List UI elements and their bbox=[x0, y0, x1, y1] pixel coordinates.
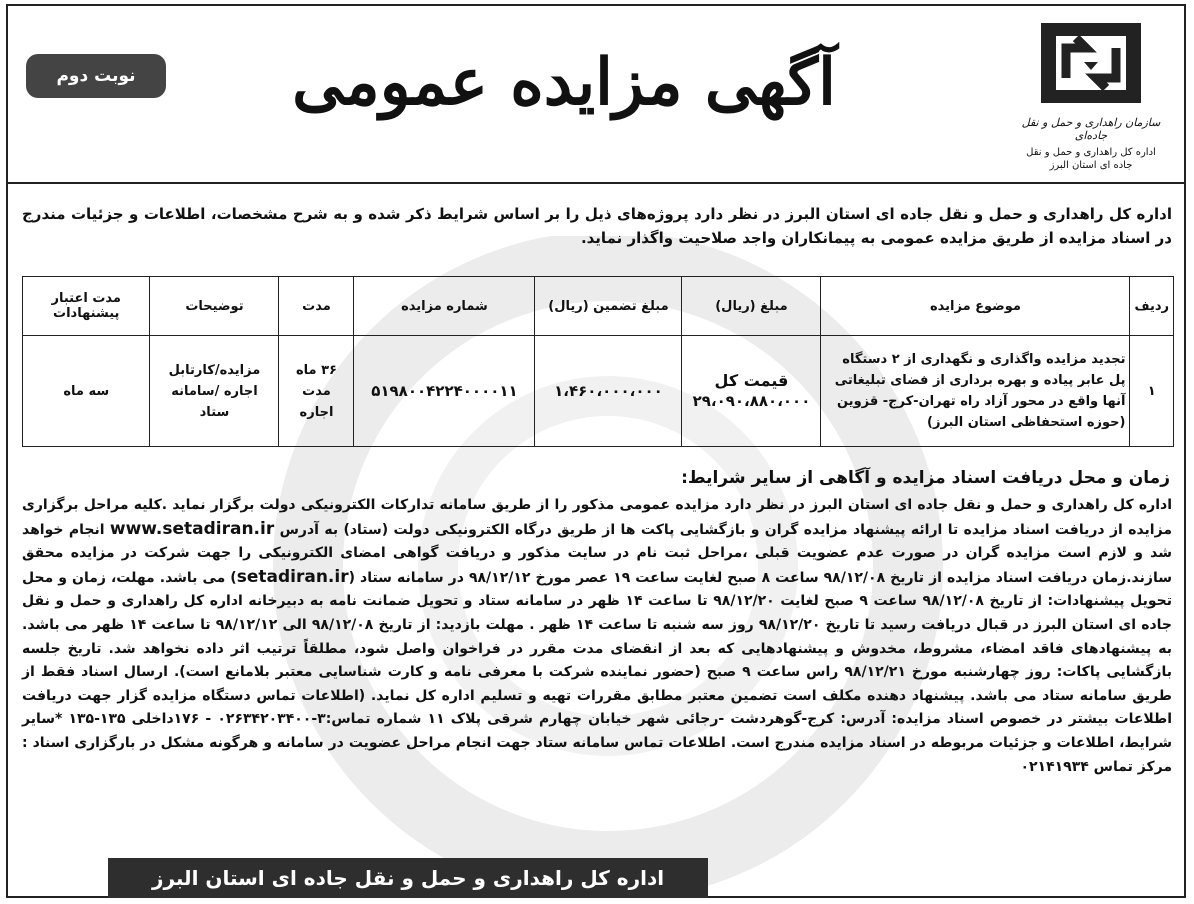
header-duration: مدت bbox=[279, 277, 354, 336]
cell-notes: مزایده/کارتابل اجاره /سامانه ستاد bbox=[150, 336, 279, 447]
header-amount: مبلغ (ریال) bbox=[682, 277, 821, 336]
amount-value: ۲۹،۰۹۰،۸۸۰،۰۰۰ bbox=[692, 392, 811, 410]
notice-frame bbox=[6, 4, 1186, 898]
organization-logo bbox=[1006, 18, 1176, 176]
auction-table bbox=[22, 276, 1174, 447]
amount-label: قیمت کل bbox=[714, 371, 789, 390]
cell-subject: تجدید مزایده واگذاری و نگهداری از ۲ دستگاه پل عابر پیاده و بهره برداری از فضای تبلیغاتی آنها واقع در محور آزاد راه تهران-کرج- قزوین (حوزه استحفاظی استان البرز) bbox=[821, 336, 1130, 447]
cell-validity: سه ماه bbox=[23, 336, 150, 447]
setad-domain-link[interactable]: setadiran.ir bbox=[236, 566, 349, 587]
details-paragraph bbox=[22, 494, 1172, 779]
header bbox=[8, 6, 1184, 184]
header-notes: توضیحات bbox=[150, 277, 279, 336]
cell-row-number: ۱ bbox=[1130, 336, 1174, 447]
header-guarantee: مبلغ تضمین (ریال) bbox=[535, 277, 682, 336]
header-subject: موضوع مزایده bbox=[821, 277, 1130, 336]
header-validity: مدت اعتبار پیشنهادات bbox=[23, 277, 150, 336]
header-row-number: ردیف bbox=[1130, 277, 1174, 336]
details-part2: انجام خواهد شد و لازم است مزایده گران در صورت عدم عضویت قبلی ،مراحل ثبت نام در سایت مذکور و دریافت گواهی امضای الکترونیکی را جهت شرکت در مزایده محقق سازند.زمان دریافت اسناد مزایده از تاریخ ۹۸/۱۲/۰۸ ساعت ۸ صبح لغایت ساعت ۱۹ عصر مورخ ۹۸/۱۲/۱۲ در سامانه ستاد ( bbox=[22, 521, 1172, 586]
logo-office-line1: اداره کل راهداری و حمل و نقل bbox=[1026, 147, 1156, 158]
details-part3: ) می باشد. مهلت، زمان و محل تحویل پیشنهادات: از تاریخ ۹۸/۱۲/۰۸ ساعت ۹ صبح لغایت ۹۸/۱۲/۲۰ تا ساعت ۱۴ ظهر در سامانه ستاد و تحویل ضمانت نامه به دبیرخانه اداره کل راهداری و حمل و نقل جاده ای استان البرز در قبال دریافت رسید تا تاریخ ۹۸/۱۲/۲۰ روز سه شنبه تا ساعت ۱۴ ظهر . مهلت بازدید: از تاریخ ۹۸/۱۲/۰۸ الی ۹۸/۱۲/۱۲ تا ساعت ۱۴ ظهر می باشد. به پیشنهادهای فاقد امضاء، مشروط، مخدوش و پیشنهادهایی که بعد از انقضای مدت مقرر در فراخوان واصل شود، مطلقاً ترتیب اثر داده نخواهد شد. تاریخ جلسه بازگشایی پاکات: روز چهارشنبه مورخ ۹۸/۱۲/۲۱ راس ساعت ۹ صبح (حضور نماینده شرکت با معرفی نامه و کارت شناسایی معتبر بلامانع است). ارسال اسناد فقط از طریق سامانه ستاد می باشد. پیشنهاد دهنده مکلف است تضمین معتبر مطابق مقررات تهیه و تسلیم اداره کل نماید. (اطلاعات تماس دستگاه مزایده گزار جهت دریافت اطلاعات بیشتر در خصوص اسناد مزایده: آدرس: کرج-گوهردشت -رجائی شهر خیابان چهارم شرقی پلاک ۱۱ شماره تماس:۳-۰۲۶۳۴۲۰۳۴۰۰ - ۱۷۶داخلی ۱۳۵-۱۳۵ *سایر شرایط، اطلاعات و جزئیات مربوطه در اسناد مزایده مندرج است. اطلاعات تماس سامانه ستاد جهت انجام مراحل عضویت در سامانه و هرگونه مشکل در بارگزاری اسناد : مرکز تماس ۰۲۱۴۱۹۳۴ bbox=[22, 569, 1173, 775]
table-header-row bbox=[23, 277, 1174, 336]
details-part1: اداره کل راهداری و حمل و نقل جاده ای استان البرز در نظر دارد مزایده عمومی مذکور را از طریق سامانه تدارکات الکترونیکی دولت برگزار نماید .کلیه مراحل برگزاری مزایده از دریافت اسناد مزایده تا ارائه پیشنهاد مزایده گران و بازگشایی پاکت ها از طریق درگاه الکترونیکی دولت (ستاد) به آدرس bbox=[22, 497, 1172, 538]
logo-org-name: سازمان راهداری و حمل و نقل جاده‌ای bbox=[1021, 116, 1161, 142]
page-title: آگهی مزایده عمومی bbox=[292, 45, 836, 120]
cell-duration: ۳۶ ماه مدت اجاره bbox=[279, 336, 354, 447]
intro-paragraph: اداره کل راهداری و حمل و نقل جاده ای استان البرز در نظر دارد پروژه‌های ذیل را بر اساس شرایط ذکر شده و به شرح مشخصات، اطلاعات و جزئیات مندرج در اسناد مزایده از طریق مزایده عمومی به پیمانکاران واجد صلاحیت واگذار نماید. bbox=[22, 205, 1172, 247]
cell-amount bbox=[682, 336, 821, 447]
footer-organization: اداره کل راهداری و حمل و نقل جاده ای استان البرز bbox=[108, 858, 708, 898]
road-arrows-logo-icon bbox=[1036, 18, 1146, 108]
cell-auction-number: ۵۱۹۸۰۰۴۲۲۴۰۰۰۰۱۱ bbox=[354, 336, 535, 447]
round-badge: نوبت دوم bbox=[26, 54, 166, 98]
setad-website-link[interactable]: www.setadiran.ir bbox=[109, 518, 275, 539]
section-title: زمان و محل دریافت اسناد مزایده و آگاهی از سایر شرایط: bbox=[681, 468, 1170, 488]
cell-guarantee: ۱،۴۶۰،۰۰۰،۰۰۰ bbox=[535, 336, 682, 447]
header-auction-number: شماره مزایده bbox=[354, 277, 535, 336]
table-row bbox=[23, 336, 1174, 447]
logo-office-line2: جاده ای استان البرز bbox=[1049, 160, 1133, 171]
